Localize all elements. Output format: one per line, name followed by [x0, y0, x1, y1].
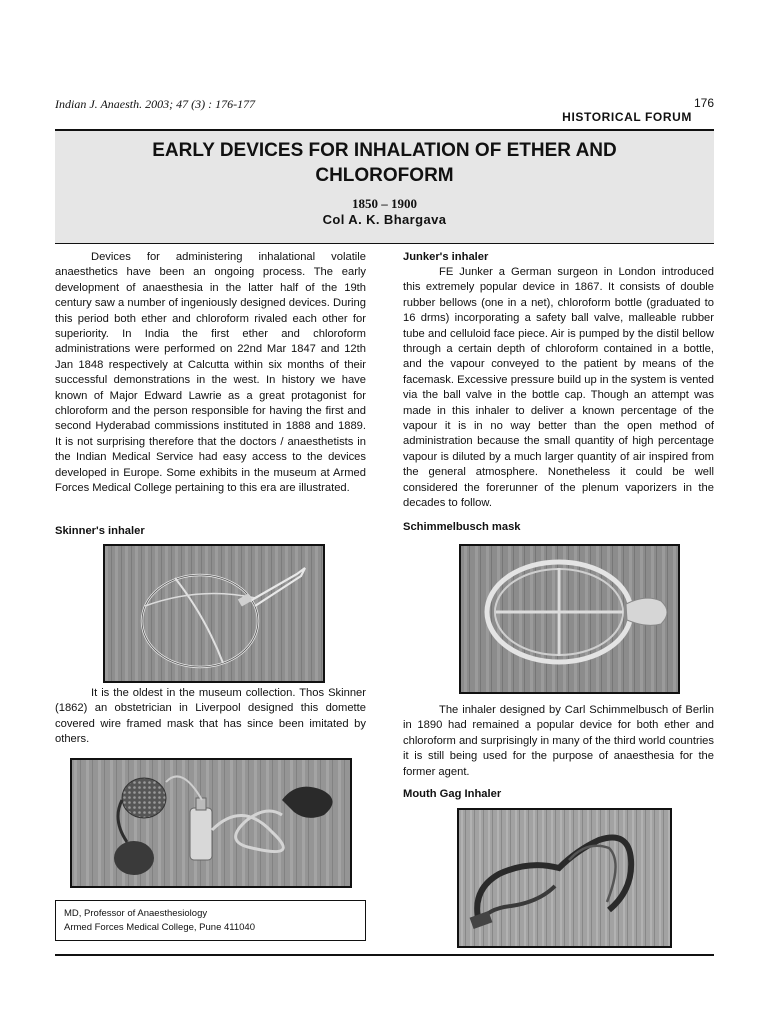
junker-heading: Junker's inhaler — [403, 251, 489, 263]
mouth-gag-inhaler-image — [459, 810, 670, 946]
skinner-heading: Skinner's inhaler — [55, 525, 145, 537]
schimmelbusch-mask-image — [461, 546, 678, 692]
skinner-text: It is the oldest in the museum collection. Thos Skinner (1862) an obstetrician in Liverpool designed this domette covered wire framed mask that has since been imitated by others. — [55, 687, 366, 746]
title-line-1: EARLY DEVICES FOR INHALATION OF ETHER AND — [152, 140, 617, 161]
intro-paragraph — [55, 250, 366, 497]
author-affiliation-box — [55, 900, 366, 941]
journal-citation: Indian J. Anaesth. 2003; 47 (3) : 176-177 — [55, 97, 256, 111]
schimmelbusch-heading: Schimmelbusch mask — [403, 521, 521, 533]
bottom-rule — [55, 954, 714, 956]
article-author: Col A. K. Bhargava — [322, 212, 447, 227]
title-line-2: CHLOROFORM — [315, 165, 454, 186]
schimmelbusch-paragraph — [403, 703, 714, 780]
affiliation-line-2: Armed Forces Medical College, Pune 411040 — [64, 922, 255, 933]
junker-paragraph — [403, 265, 714, 512]
mouth-gag-inhaler-photo — [457, 808, 672, 948]
junker-inhaler-photo — [70, 758, 352, 888]
schimmelbusch-mask-photo — [459, 544, 680, 694]
section-label: HISTORICAL FORUM — [562, 110, 692, 124]
intro-text: Devices for administering inhalational volatile anaesthetics have been an ongoing process. The early development of anaesthesia in the latter half of the 19th century saw a number of ingeniously designed devices. During this period both ether and chloroform rivaled each other for superiority. In India the first ether and chloroform administrations were performed on 22nd Mar 1847 and 12th Jan 1848 respectively at Calcutta within six months of their successful demonstrations in the west. In history we have known of Major Edward Lawrie as a great protagonist for chloroform and the person responsible for having the first and second Hyderabad commissions instituted in 1888 and 1889. It is not surprising therefore that the doctors / anaesthetists in the Indian Medical Service had easy access to the devices developed in Europe. Some exhibits in the museum at Armed Forces Medical College pertaining to this era are illustrated. — [55, 251, 366, 495]
page-number: 176 — [693, 96, 714, 110]
article-years: 1850 – 1900 — [352, 196, 417, 211]
article-title — [55, 138, 714, 188]
junker-text: FE Junker a German surgeon in London introduced this extremely popular device in 1867. It consists of double rubber bellows (one in a net), chloroform bottle (graduated to 16 drms) incorporating a safety ball valve, malleable rubber tube and celluloid face piece. Air is pumped by the distil bellow through a certain depth of chloroform contained in a bottle, and the vapour conveyed to the patient by means of the facemask. Excessive pressure build up in the system is vented via the ball valve in the bottle cap. Though an attempt was made in this inhaler to deliver a known percentage of the vapour it is in no way better than the open method of administration because the small quantity of high percentage vapour is diluted by a much larger quantity of air inspired from the general atmosphere. Nonetheless it could be well considered the forerunner of the plenum vaporizers in the decades to follow. — [403, 266, 714, 510]
skinner-paragraph — [55, 686, 366, 748]
junker-inhaler-image — [72, 760, 350, 886]
skinner-inhaler-image — [105, 546, 323, 681]
affiliation-line-1: MD, Professor of Anaesthesiology — [64, 908, 208, 919]
mouth-gag-heading: Mouth Gag Inhaler — [403, 788, 502, 800]
schimmelbusch-text: The inhaler designed by Carl Schimmelbusch of Berlin in 1890 had remained a popular device for both ether and chloroform and surprisingly in many of the third world countries it is still being used for the purpose of anaesthesia for the former agent. — [403, 704, 714, 778]
skinner-inhaler-photo — [103, 544, 325, 683]
